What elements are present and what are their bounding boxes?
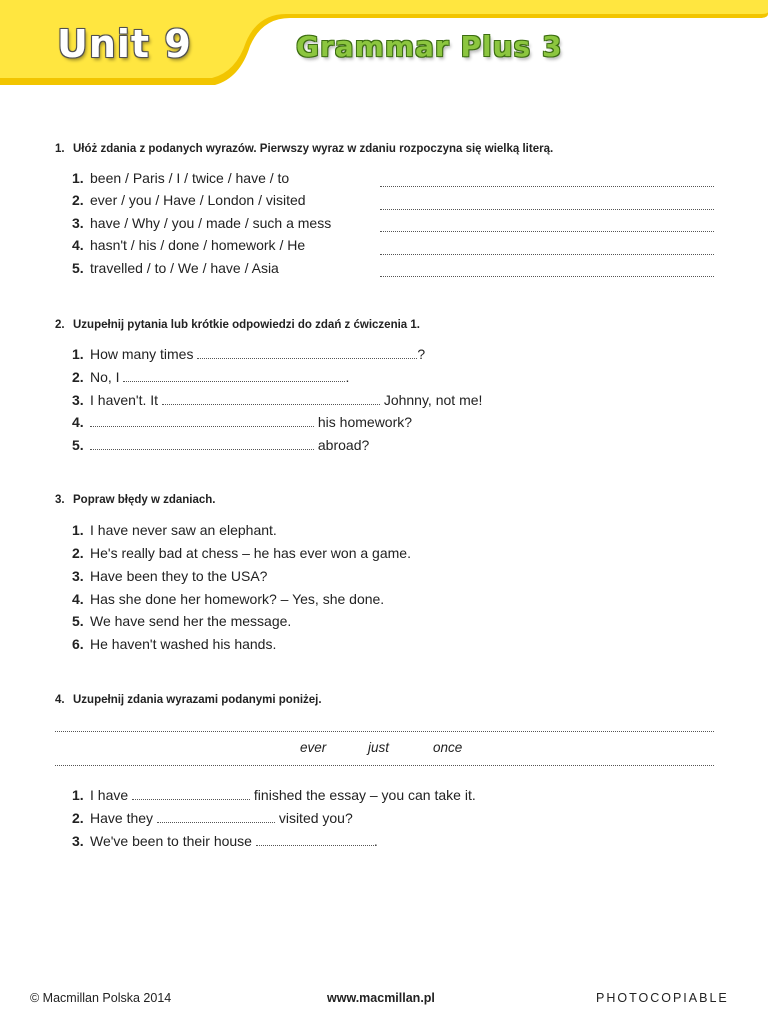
footer-website: www.macmillan.pl [327, 991, 435, 1005]
ex2-item-2: 2. No, I . [72, 369, 350, 385]
ex3-item-1: 1. I have never saw an elephant. [72, 522, 277, 538]
exercise-2-instruction: 2. Uzupełnij pytania lub krótkie odpowiedzi do zdań z ćwiczenia 1. [55, 319, 420, 331]
footer-photocopiable: PHOTOCOPIABLE [596, 991, 729, 1005]
ex3-item-3: 3. Have been they to the USA? [72, 568, 268, 584]
ex2-item-5: 5. abroad? [72, 437, 370, 453]
ex2-item-3: 3. I haven't. It Johnny, not me! [72, 392, 483, 408]
ex2-blank-4[interactable] [90, 414, 314, 427]
ex3-item-5: 5. We have send her the message. [72, 613, 292, 629]
ex4-blank-3[interactable] [256, 833, 374, 846]
ex2-blank-2[interactable] [123, 369, 345, 382]
ex3-item-6: 6. He haven't washed his hands. [72, 636, 277, 652]
ex2-blank-1[interactable] [197, 346, 417, 359]
ex1-item-3: 3. have / Why / you / made / such a mess [72, 215, 332, 231]
wordbank-bottom-line [55, 764, 714, 766]
ex4-blank-1[interactable] [132, 787, 250, 800]
ex1-item-5: 5. travelled / to / We / have / Asia [72, 260, 279, 276]
ex1-answer-line-4[interactable] [380, 253, 714, 255]
ex1-answer-line-5[interactable] [380, 275, 714, 277]
exercise-1-instruction: 1. Ułóż zdania z podanych wyrazów. Pierwszy wyraz w zdaniu rozpoczyna się wielką literą. [55, 143, 554, 155]
ex2-blank-3[interactable] [162, 392, 380, 405]
ex1-answer-line-1[interactable] [380, 185, 714, 187]
unit-title: Unit 9 [57, 22, 192, 66]
ex2-item-1: 1. How many times ? [72, 346, 426, 362]
ex3-item-2: 2. He's really bad at chess – he has ever won a game. [72, 545, 411, 561]
ex4-blank-2[interactable] [157, 810, 275, 823]
ex1-item-4: 4. hasn't / his / done / homework / He [72, 237, 306, 253]
wordbank-word-once: once [433, 740, 463, 755]
ex2-blank-5[interactable] [90, 437, 314, 450]
ex4-item-3: 3. We've been to their house . [72, 833, 378, 849]
ex1-answer-line-3[interactable] [380, 230, 714, 232]
wordbank-word-just: just [368, 740, 390, 755]
ex1-item-2: 2. ever / you / Have / London / visited [72, 192, 306, 208]
ex4-item-2: 2. Have they visited you? [72, 810, 353, 826]
ex2-item-4: 4. his homework? [72, 414, 413, 430]
wordbank-top-line [55, 730, 714, 732]
footer-copyright: © Macmillan Polska 2014 [30, 991, 172, 1005]
ex4-item-1: 1. I have finished the essay – you can take it. [72, 787, 476, 803]
ex1-answer-line-2[interactable] [380, 208, 714, 210]
ex3-item-4: 4. Has she done her homework? – Yes, she done. [72, 591, 385, 607]
exercise-3-instruction: 3. Popraw błędy w zdaniach. [55, 494, 216, 506]
section-title: Grammar Plus 3 [296, 30, 563, 63]
wordbank-word-ever: ever [300, 740, 327, 755]
ex1-item-1: 1. been / Paris / I / twice / have / to [72, 170, 290, 186]
exercise-4-instruction: 4. Uzupełnij zdania wyrazami podanymi poniżej. [55, 694, 322, 706]
